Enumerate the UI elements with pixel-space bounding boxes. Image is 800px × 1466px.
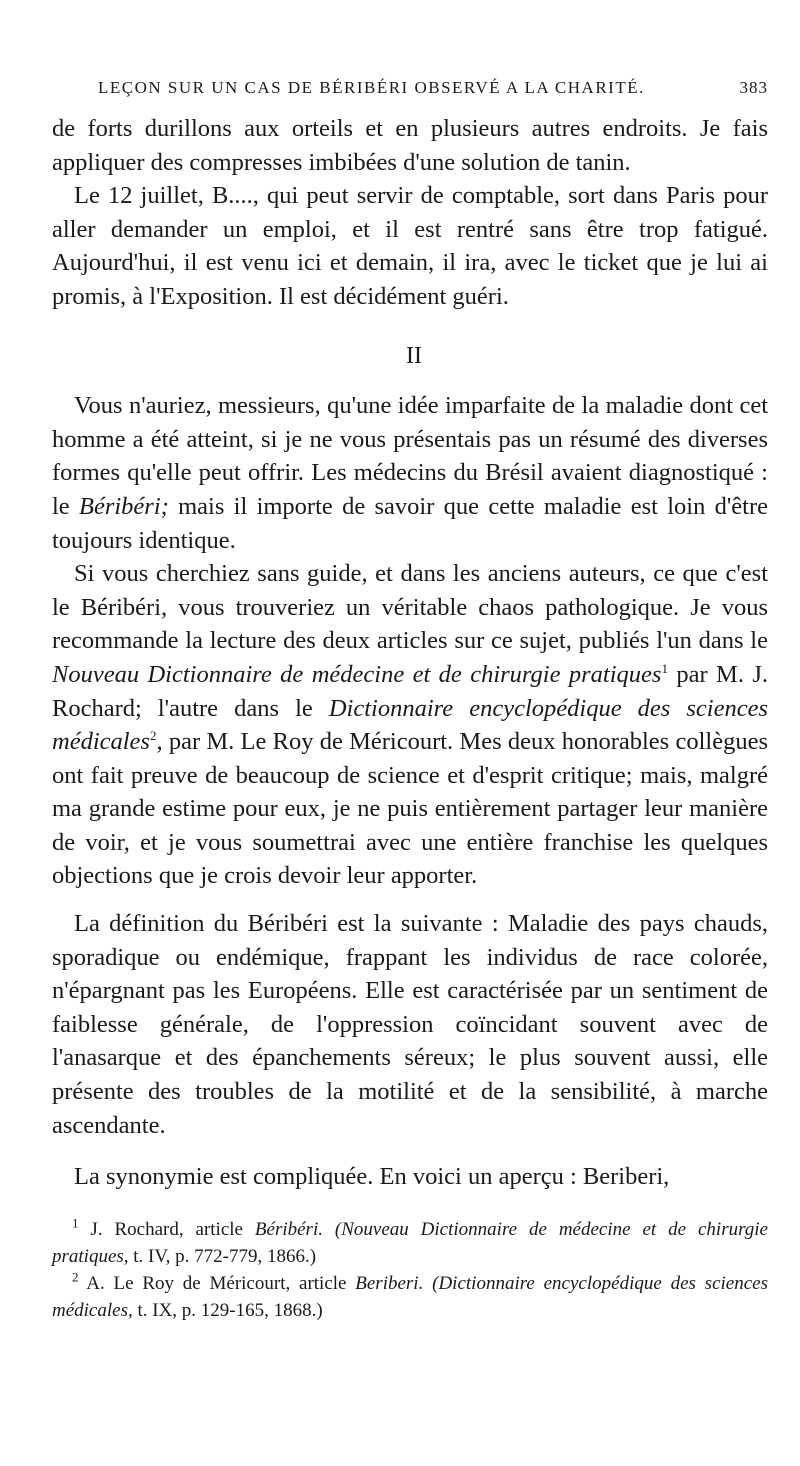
- section-heading: II: [406, 342, 422, 369]
- text-run: J. Rochard, article: [78, 1218, 255, 1240]
- footnote: [52, 1216, 768, 1270]
- running-header: [52, 78, 768, 112]
- italic-title: Dictionnaire encyclopédique des sciences médicales: [52, 694, 768, 756]
- italic-citation: Beriberi. (Dictionnaire encyclopédique des sciences médicales,: [52, 1272, 768, 1321]
- book-page: [52, 78, 768, 1324]
- italic-citation: Béribéri. (Nouveau Dictionnaire de médecine et de chirurgie pratiques,: [52, 1218, 768, 1267]
- paragraph-continuation: de forts durillons aux orteils et en plusieurs autres endroits. Je fais appliquer des compresses imbibées d'une solution de tanin.: [52, 115, 768, 176]
- footnote-mark: 1: [72, 1215, 79, 1231]
- text-run: Si vous cherchiez sans guide, et dans les anciens auteurs, ce que c'est le Béribéri, vous trouveriez un véritable chaos pathologique. Je vous recommande la lecture des deux articles sur ce sujet, publiés l'un dans le: [52, 560, 768, 655]
- footnote: [52, 1270, 768, 1324]
- body-text: [52, 112, 768, 1194]
- paragraph: [52, 557, 768, 893]
- footnote-mark: 2: [72, 1269, 79, 1285]
- text-run: Vous n'auriez, messieurs, qu'une idée imparfaite de la maladie dont cet homme a été atteint, si je ne vous présentais pas un résumé des diverses formes qu'elle peut offrir. Les médecins du Brésil avaient diagnostiqué : le: [52, 392, 768, 520]
- text-run: , par M. Le Roy de Méricourt. Mes deux honorables collègues ont fait preuve de beaucoup de science et d'esprit critique; mais, malgré ma grande estime pour eux, je ne puis entièrement partager leur manière de voir, et je vous soumettrai avec une entière franchise les quelques objections que je crois devoir leur apporter.: [52, 728, 768, 890]
- text-run: A. Le Roy de Méricourt, article: [78, 1272, 356, 1294]
- paragraph: [52, 389, 768, 557]
- italic-term: Béribéri;: [78, 492, 169, 520]
- italic-title: Nouveau Dictionnaire de médecine et de chirurgie pratiques: [52, 660, 662, 688]
- footnote-ref: 1: [661, 660, 668, 676]
- paragraph: Le 12 juillet, B...., qui peut servir de comptable, sort dans Paris pour aller demander un emploi, et il est rentré sans être trop fatigué. Aujourd'hui, il est venu ici et demain, il ira, avec le ticket que je lui ai promis, à l'Exposition. Il est décidément guéri.: [52, 182, 768, 310]
- text-run: par M. J. Rochard; l'autre dans le: [52, 660, 769, 722]
- text-run: mais il importe de savoir que cette maladie est loin d'être toujours identique.: [52, 492, 768, 554]
- page-number: 383: [739, 78, 768, 97]
- text-run: t. IV, p. 772-779, 1866.): [128, 1245, 317, 1267]
- footnotes: [52, 1216, 768, 1324]
- running-title: LEÇON SUR UN CAS DE BÉRIBÉRI OBSERVÉ A LA CHARITÉ.: [98, 78, 645, 97]
- footnote-ref: 2: [149, 727, 157, 743]
- paragraph: La définition du Béribéri est la suivante : Maladie des pays chauds, sporadique ou endémique, frappant les individus de race colorée, n'épargnant pas les Européens. Elle est caractérisée par un sentiment de faiblesse générale, de l'oppression coïncidant souvent avec de l'anasarque et des épanchements séreux; le plus souvent aussi, elle présente des troubles de la motilité et de la sensibilité, à marche ascendante.: [52, 910, 768, 1139]
- text-run: t. IX, p. 129-165, 1868.): [132, 1299, 323, 1321]
- paragraph: La synonymie est compliquée. En voici un aperçu : Beriberi,: [74, 1163, 670, 1191]
